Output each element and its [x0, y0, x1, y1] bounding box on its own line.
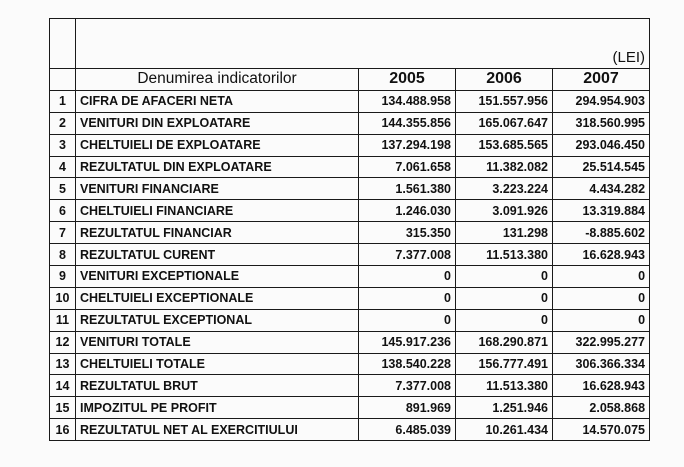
value-2005: 6.485.039	[359, 419, 456, 441]
indicator-name: REZULTATUL EXCEPTIONAL	[76, 309, 359, 331]
value-2006: 0	[456, 287, 553, 309]
value-2006: 0	[456, 266, 553, 288]
value-2007: 306.366.334	[553, 353, 650, 375]
value-2005: 137.294.198	[359, 134, 456, 156]
value-2006: 3.223.224	[456, 178, 553, 200]
indicator-name: CHELTUIELI EXCEPTIONALE	[76, 287, 359, 309]
value-2007: 13.319.884	[553, 200, 650, 222]
value-2007: 25.514.545	[553, 156, 650, 178]
row-index: 2	[50, 112, 76, 134]
row-index: 13	[50, 353, 76, 375]
header-year-2005: 2005	[359, 69, 456, 91]
value-2007: 4.434.282	[553, 178, 650, 200]
table-row	[50, 178, 650, 200]
header-index-cell	[50, 69, 76, 91]
table-row	[50, 397, 650, 419]
value-2007: -8.885.602	[553, 222, 650, 244]
indicator-name: REZULTATUL NET AL EXERCITIULUI	[76, 419, 359, 441]
row-index: 14	[50, 375, 76, 397]
value-2007: 294.954.903	[553, 90, 650, 112]
value-2005: 0	[359, 287, 456, 309]
value-2005: 144.355.856	[359, 112, 456, 134]
value-2005: 0	[359, 309, 456, 331]
value-2006: 168.290.871	[456, 331, 553, 353]
value-2006: 0	[456, 309, 553, 331]
header-row	[50, 69, 650, 91]
table-row	[50, 266, 650, 288]
value-2005: 7.377.008	[359, 375, 456, 397]
indicator-name: CHELTUIELI TOTALE	[76, 353, 359, 375]
value-2005: 891.969	[359, 397, 456, 419]
value-2006: 153.685.565	[456, 134, 553, 156]
value-2007: 14.570.075	[553, 419, 650, 441]
value-2007: 0	[553, 266, 650, 288]
table-row	[50, 112, 650, 134]
table-row	[50, 244, 650, 266]
unit-row	[50, 19, 650, 69]
header-indicator-name: Denumirea indicatorilor	[76, 69, 359, 91]
table-row	[50, 134, 650, 156]
table-row	[50, 331, 650, 353]
indicator-name: VENITURI EXCEPTIONALE	[76, 266, 359, 288]
indicator-name: REZULTATUL BRUT	[76, 375, 359, 397]
indicator-name: REZULTATUL CURENT	[76, 244, 359, 266]
row-index: 7	[50, 222, 76, 244]
value-2005: 7.061.658	[359, 156, 456, 178]
row-index: 1	[50, 90, 76, 112]
table-row	[50, 353, 650, 375]
indicator-name: VENITURI FINANCIARE	[76, 178, 359, 200]
value-2007: 16.628.943	[553, 375, 650, 397]
value-2007: 16.628.943	[553, 244, 650, 266]
value-2007: 2.058.868	[553, 397, 650, 419]
value-2005: 0	[359, 266, 456, 288]
value-2006: 151.557.956	[456, 90, 553, 112]
value-2007: 318.560.995	[553, 112, 650, 134]
table-row	[50, 222, 650, 244]
value-2006: 131.298	[456, 222, 553, 244]
indicator-name: REZULTATUL FINANCIAR	[76, 222, 359, 244]
value-2005: 145.917.236	[359, 331, 456, 353]
row-index: 11	[50, 309, 76, 331]
indicator-name: CIFRA DE AFACERI NETA	[76, 90, 359, 112]
indicator-name: IMPOZITUL PE PROFIT	[76, 397, 359, 419]
row-index: 9	[50, 266, 76, 288]
value-2005: 134.488.958	[359, 90, 456, 112]
value-2007: 0	[553, 287, 650, 309]
value-2006: 1.251.946	[456, 397, 553, 419]
value-2007: 0	[553, 309, 650, 331]
value-2006: 11.513.380	[456, 244, 553, 266]
indicator-name: REZULTATUL DIN EXPLOATARE	[76, 156, 359, 178]
value-2005: 138.540.228	[359, 353, 456, 375]
table-row	[50, 156, 650, 178]
table-row	[50, 375, 650, 397]
value-2007: 293.046.450	[553, 134, 650, 156]
value-2006: 11.382.082	[456, 156, 553, 178]
value-2006: 11.513.380	[456, 375, 553, 397]
value-2006: 10.261.434	[456, 419, 553, 441]
row-index: 8	[50, 244, 76, 266]
value-2006: 156.777.491	[456, 353, 553, 375]
financial-indicators-table	[49, 18, 650, 441]
row-index: 15	[50, 397, 76, 419]
row-index: 3	[50, 134, 76, 156]
row-index: 12	[50, 331, 76, 353]
header-year-2006: 2006	[456, 69, 553, 91]
row-index: 4	[50, 156, 76, 178]
row-index: 10	[50, 287, 76, 309]
value-2005: 315.350	[359, 222, 456, 244]
table-row	[50, 419, 650, 441]
indicator-name: VENITURI DIN EXPLOATARE	[76, 112, 359, 134]
row-index: 5	[50, 178, 76, 200]
indicator-name: VENITURI TOTALE	[76, 331, 359, 353]
value-2005: 1.561.380	[359, 178, 456, 200]
value-2006: 3.091.926	[456, 200, 553, 222]
value-2005: 7.377.008	[359, 244, 456, 266]
indicator-name: CHELTUIELI FINANCIARE	[76, 200, 359, 222]
indicator-name: CHELTUIELI DE EXPLOATARE	[76, 134, 359, 156]
value-2006: 165.067.647	[456, 112, 553, 134]
row-index: 16	[50, 419, 76, 441]
table-row	[50, 287, 650, 309]
table-row	[50, 309, 650, 331]
blank-index-cell	[50, 19, 76, 69]
table-row	[50, 90, 650, 112]
table-row	[50, 200, 650, 222]
currency-unit-label: (LEI)	[76, 19, 650, 69]
row-index: 6	[50, 200, 76, 222]
value-2007: 322.995.277	[553, 331, 650, 353]
value-2005: 1.246.030	[359, 200, 456, 222]
header-year-2007: 2007	[553, 69, 650, 91]
